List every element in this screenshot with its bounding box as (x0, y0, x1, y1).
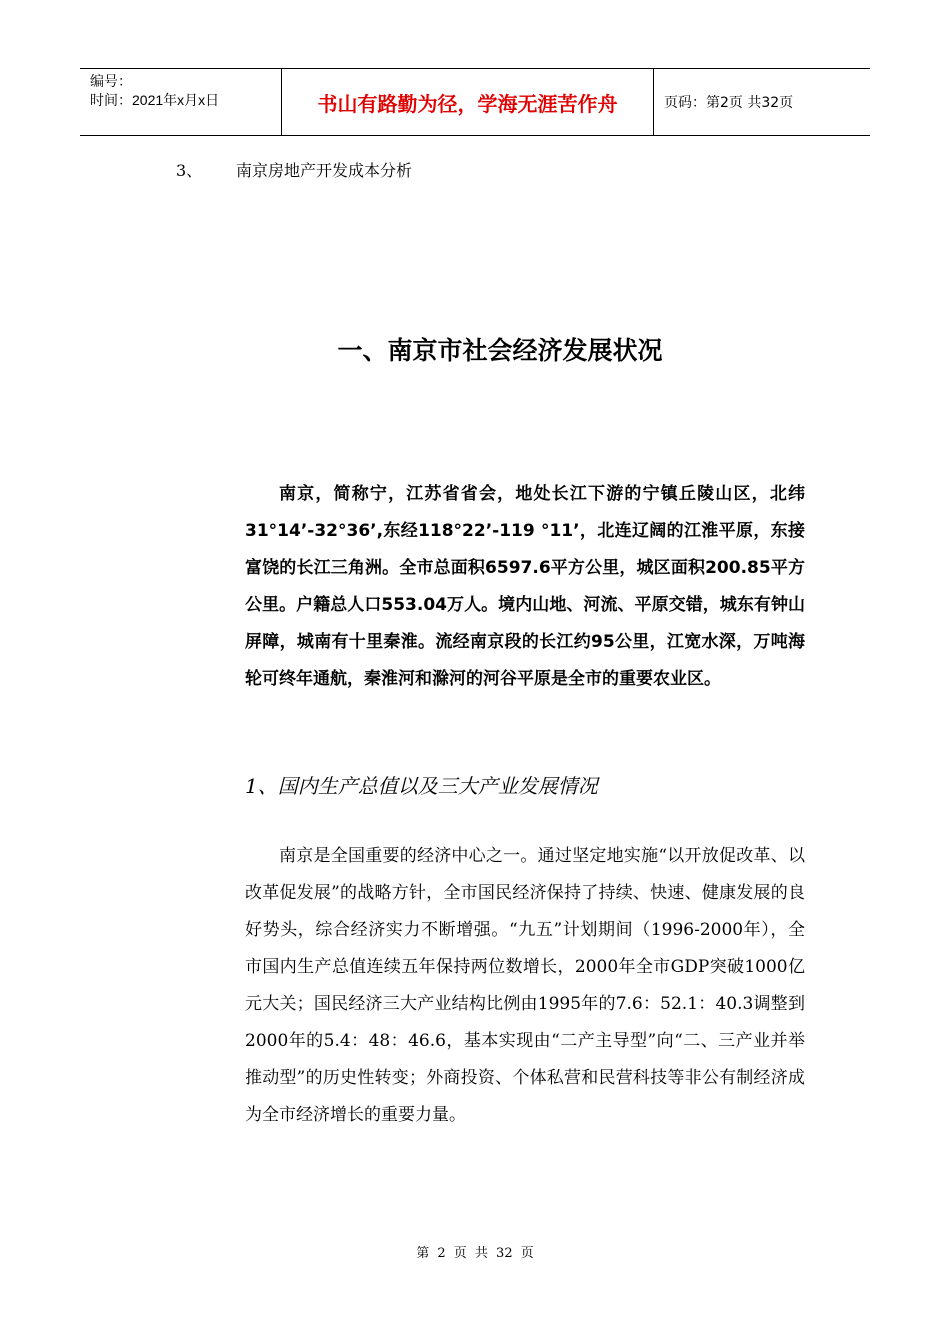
header-page-info: 页码：第2页 共32页 (664, 95, 794, 111)
document-number-label: 编号： (90, 73, 132, 89)
header-meta-cell (80, 69, 282, 135)
page-header (80, 68, 870, 136)
chapter-title: 一、南京市社会经济发展状况 (337, 336, 663, 365)
document-time-label: 时间：2021年x月x日 (90, 92, 220, 108)
header-motto: 书山有路勤为径，学海无涯苦作舟 (282, 69, 654, 135)
section-heading: 1、国内生产总值以及三大产业发展情况 (245, 774, 598, 798)
section-paragraph: 南京是全国重要的经济中心之一。通过坚定地实施“以开放促改革、以改革促发展”的战略方针，全市国民经济保持了持续、快速、健康发展的良好势头，综合经济实力不断增强。“九五”计划期间（1996-2000年），全市国内生产总值连续五年保持两位数增长，2000年全市GDP突破1000亿元大关；国民经济三大产业结构比例由1995年的7.6：52.1：40.3调整到2000年的5.4：48：46.6，基本实现由“二产主导型”向“二、三产业并举推动型”的历史性转变；外商投资、个体私营和民营科技等非公有制经济成为全市经济增长的重要力量。 (245, 846, 805, 1125)
toc-entry (176, 158, 412, 184)
intro-paragraph: 南京，简称宁，江苏省省会，地处长江下游的宁镇丘陵山区，北纬31°14’-32°36’,东经118°22’-119 °11’，北连辽阔的江淮平原，东接富饶的长江三角洲。全市总面积6597.6平方公里，城区面积200.85平方公里。户籍总人口553.04万人。境内山地、河流、平原交错，城东有钟山屏障，城南有十里秦淮。流经南京段的长江约95公里，江宽水深，万吨海轮可终年通航，秦淮河和滁河的河谷平原是全市的重要农业区。 (245, 484, 805, 689)
page-footer: 第 2 页 共 32 页 (416, 1246, 534, 1261)
toc-entry-number: 3、 (176, 161, 203, 180)
toc-entry-text: 南京房地产开发成本分析 (236, 161, 413, 180)
